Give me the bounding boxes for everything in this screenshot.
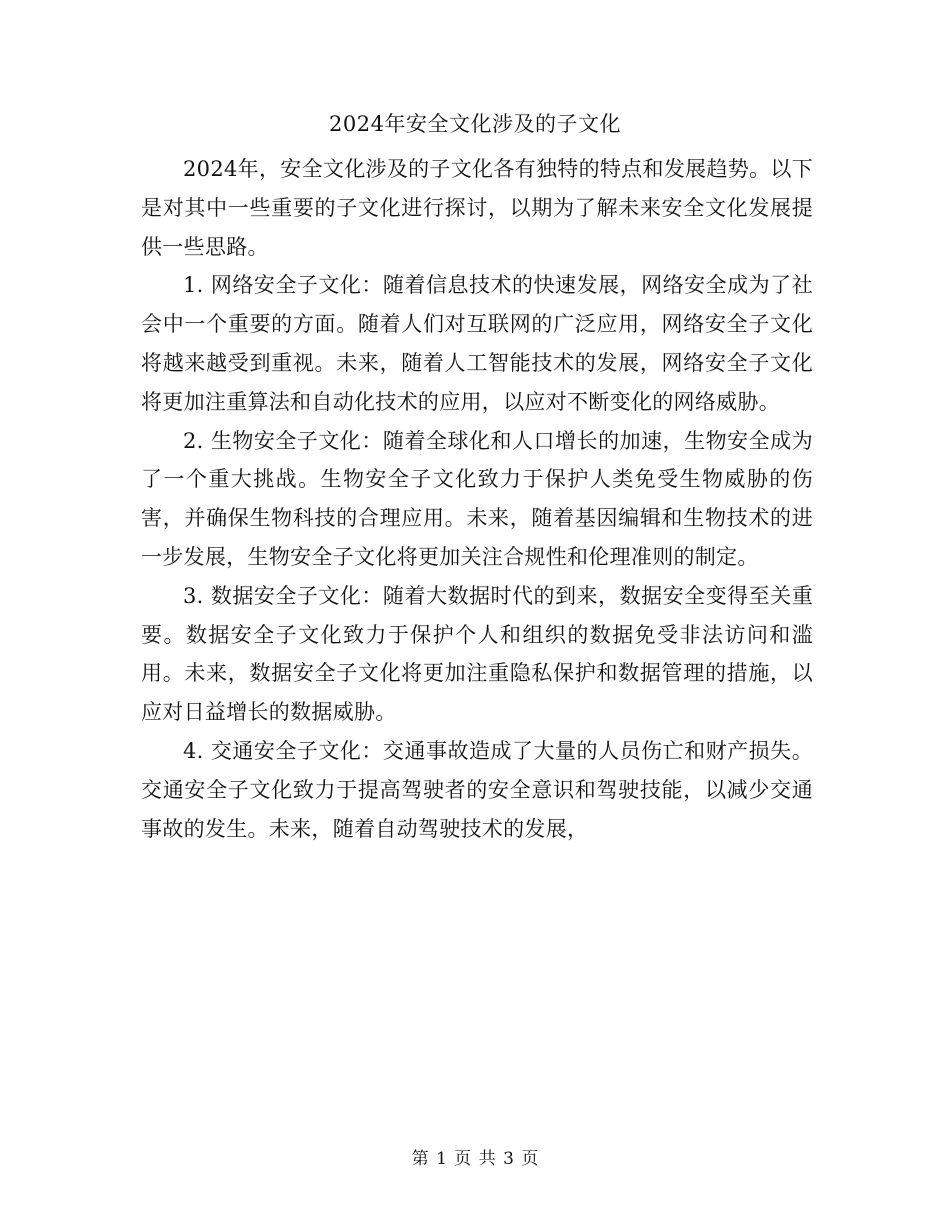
paragraph-data-security: 3. 数据安全子文化：随着大数据时代的到来，数据安全变得至关重要。数据安全子文化致力于保护个人和组织的数据免受非法访问和滥用。未来，数据安全子文化将更加注重隐私保护和数据管理的措施，以应对日益增长的数据威胁。: [141, 583, 813, 725]
page-footer: 第 1 页 共 3 页: [411, 1149, 539, 1169]
paragraph-traffic-safety: 4. 交通安全子文化：交通事故造成了大量的人员伤亡和财产损失。交通安全子文化致力于提高驾驶者的安全意识和驾驶技能，以减少交通事故的发生。未来，随着自动驾驶技术的发展，: [141, 738, 813, 841]
paragraph-network-security: 1. 网络安全子文化：随着信息技术的快速发展，网络安全成为了社会中一个重要的方面。随着人们对互联网的广泛应用，网络安全子文化将越来越受到重视。未来，随着人工智能技术的发展，网络安全子文化将更加注重算法和自动化技术的应用，以应对不断变化的网络威胁。: [141, 273, 813, 414]
intro-paragraph: 2024年，安全文化涉及的子文化各有独特的特点和发展趋势。以下是对其中一些重要的子文化进行探讨，以期为了解未来安全文化发展提供一些思路。: [141, 157, 813, 259]
document-body: [141, 150, 813, 848]
document-title: 2024年安全文化涉及的子文化: [329, 112, 621, 136]
paragraph-biosecurity: 2. 生物安全子文化：随着全球化和人口增长的加速，生物安全成为了一个重大挑战。生物安全子文化致力于保护人类免受生物威胁的伤害，并确保生物科技的合理应用。未来，随着基因编辑和生物技术的进一步发展，生物安全子文化将更加关注合规性和伦理准则的制定。: [141, 428, 813, 569]
